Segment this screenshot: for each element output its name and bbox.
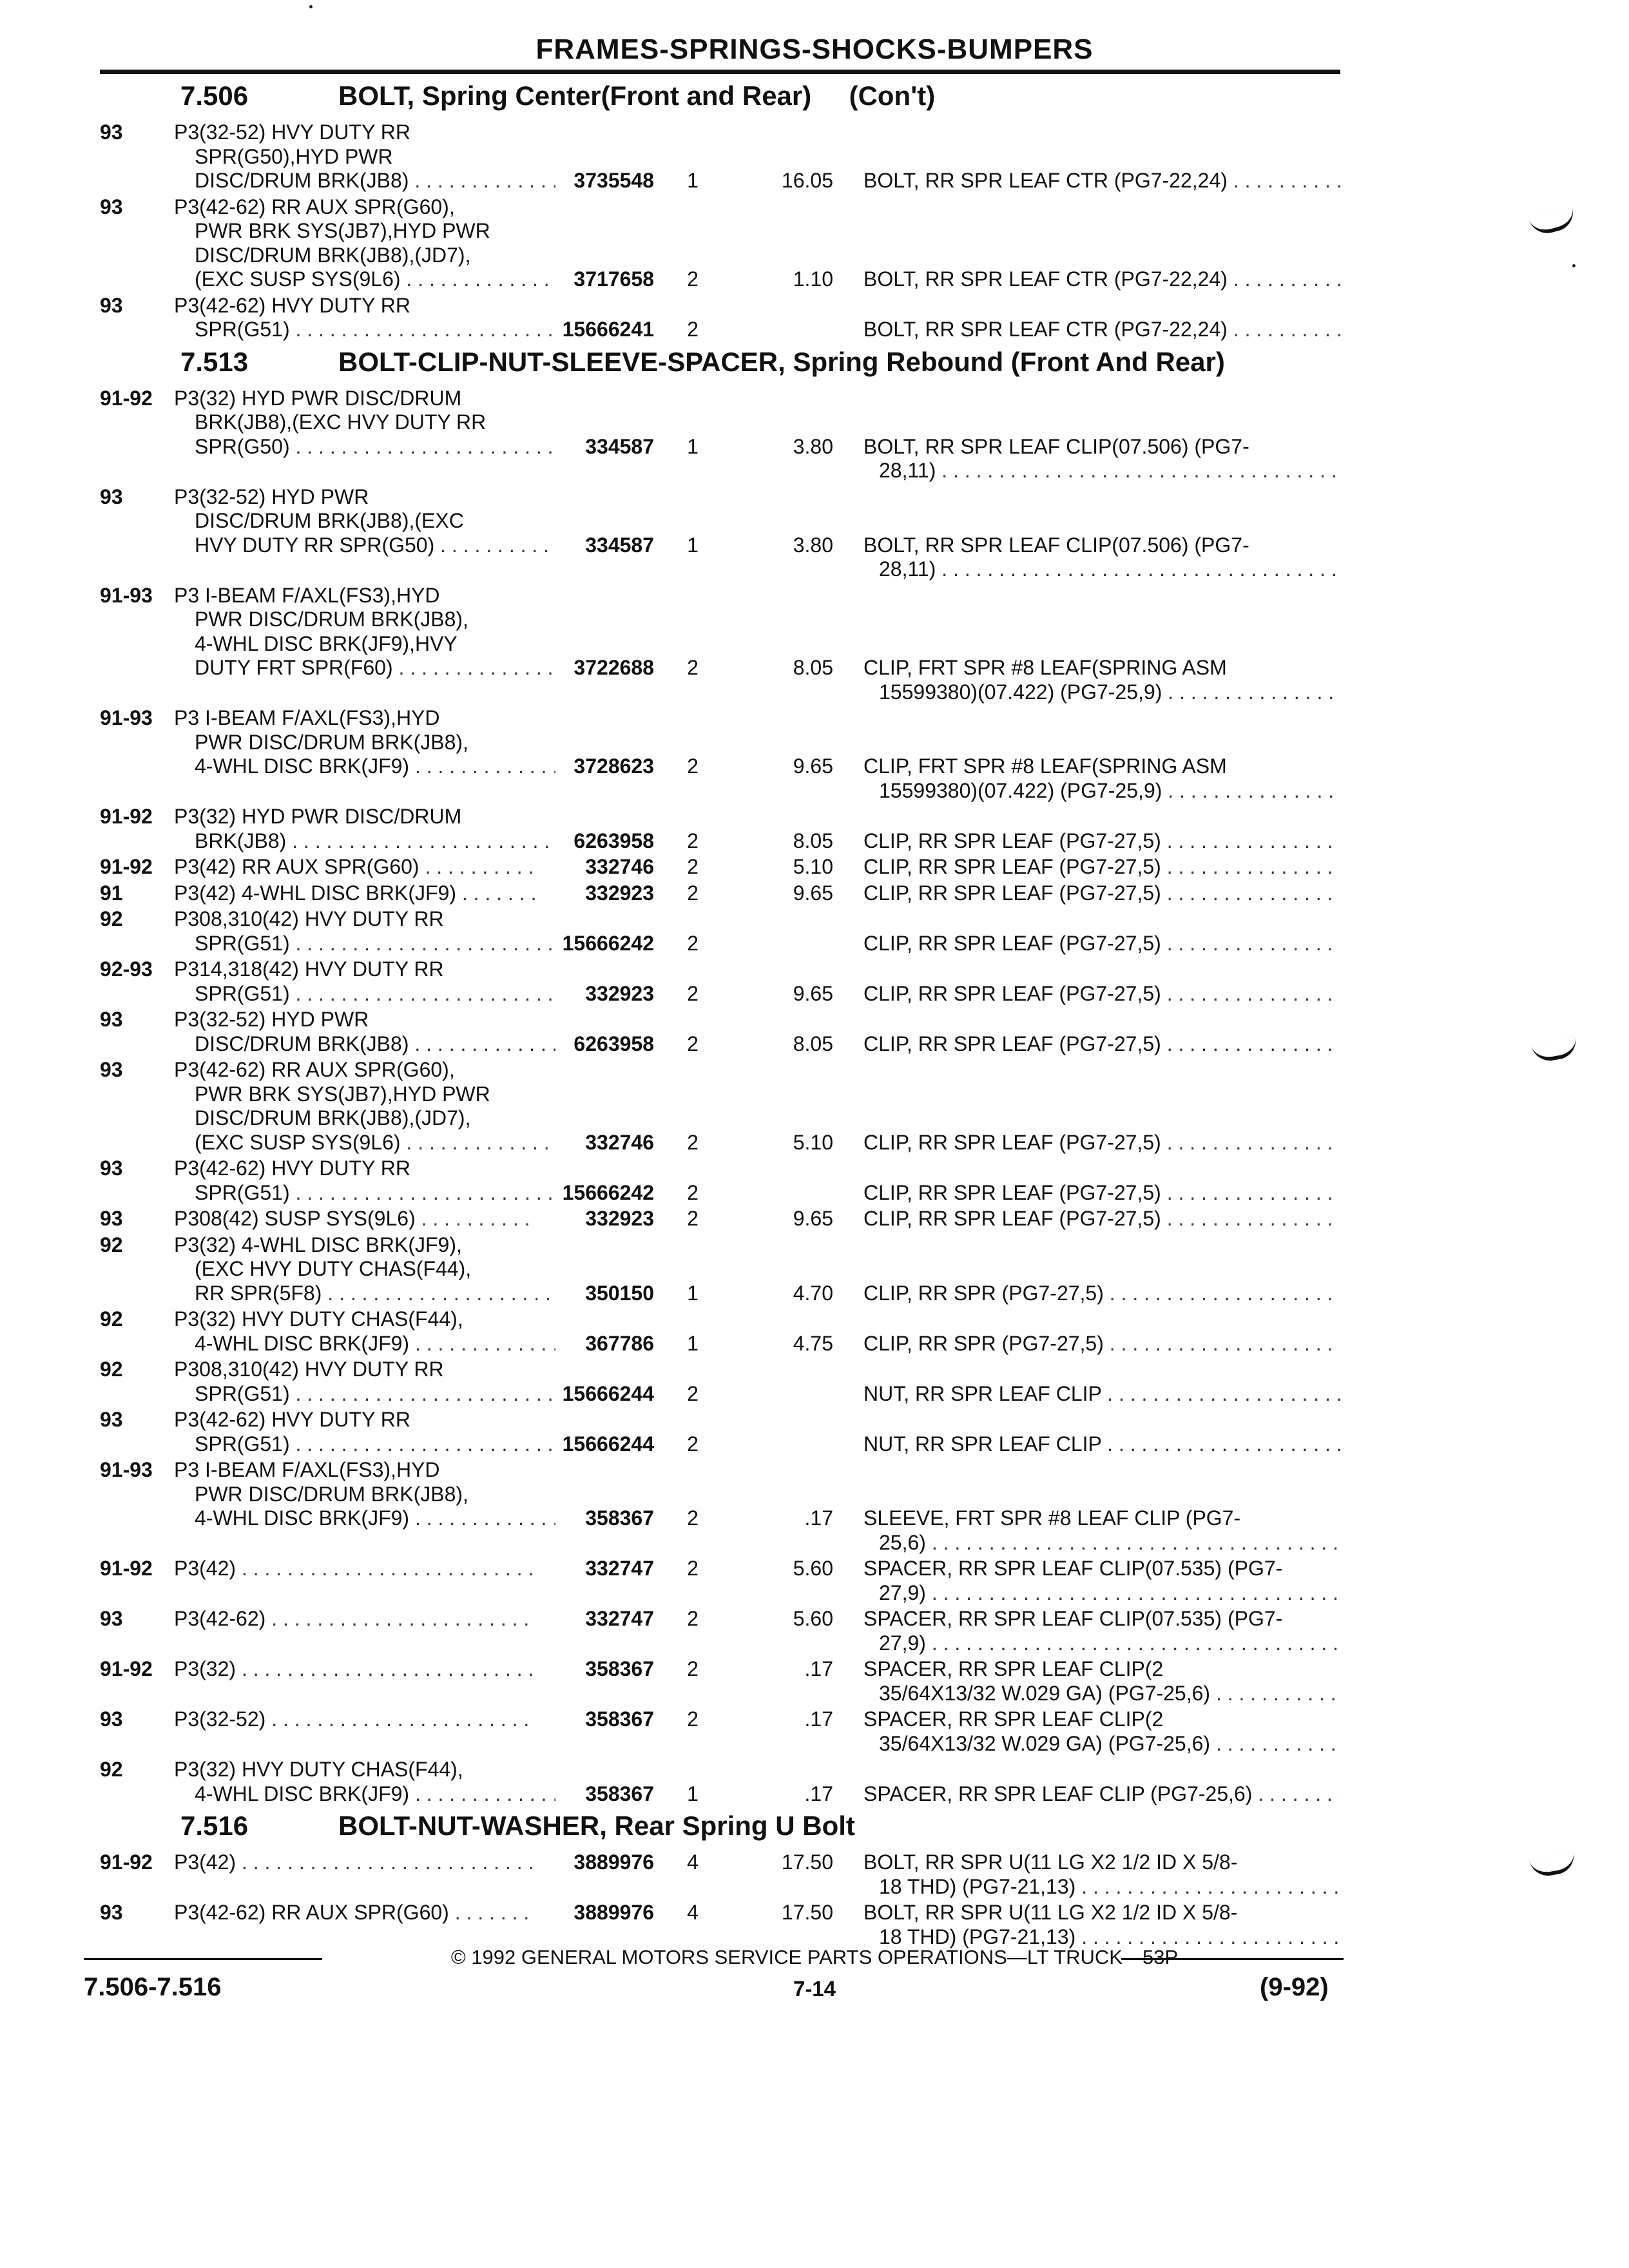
part-name <box>863 1382 1340 1407</box>
part-name <box>863 169 1340 193</box>
description-line: SPR(G51) . . . <box>174 1432 555 1457</box>
quantity: 4 <box>687 1901 699 1924</box>
description-line: DISC/DRUM BRK(JB8) . . . <box>174 169 555 193</box>
model-years: 93 <box>100 1408 123 1431</box>
part-number: 332746 <box>585 855 654 878</box>
model-years: 92 <box>100 1758 123 1781</box>
part-number: 3735548 <box>574 169 654 192</box>
part-name-line: NUT, RR SPR LEAF CLIP . . . <box>863 1432 1340 1457</box>
part-name <box>863 1207 1340 1231</box>
price: .17 <box>804 1782 833 1805</box>
section-number: 7.513 <box>180 346 249 377</box>
part-number: 358367 <box>585 1782 654 1805</box>
section-number: 7.516 <box>180 1811 249 1841</box>
part-number: 358367 <box>585 1506 654 1530</box>
part-name-line: 18 THD) (PG7-21,13) . . . <box>863 1925 1340 1950</box>
description-line: P3(32) 4-WHL DISC BRK(JF9), <box>174 1233 462 1256</box>
part-name <box>863 1506 1340 1555</box>
part-name <box>863 656 1340 704</box>
part-name-line: 27,9) . . . <box>863 1581 1340 1606</box>
description-line: PWR DISC/DRUM BRK(JB8), <box>195 608 468 631</box>
description-line: P3(42-62) HVY DUTY RR <box>174 1408 410 1431</box>
description-line: P3(42-62) RR AUX SPR(G60), <box>174 1058 455 1081</box>
description-line: SPR(G51) . . . <box>174 982 555 1006</box>
part-name-line: BOLT, RR SPR LEAF CTR (PG7-22,24) . . . <box>863 318 1340 342</box>
description-line: P3(42) 4-WHL DISC BRK(JF9) . . . <box>174 881 535 906</box>
model-years: 91-92 <box>100 1557 153 1580</box>
part-name-line: SPACER, RR SPR LEAF CLIP (PG7-25,6) . . . <box>863 1782 1340 1807</box>
quantity: 2 <box>687 1381 699 1405</box>
part-number: 3722688 <box>574 656 654 679</box>
quantity: 2 <box>687 1607 699 1630</box>
part-number: 332747 <box>585 1557 654 1580</box>
part-number: 332923 <box>585 1207 654 1230</box>
description-line: SPR(G50),HYD PWR <box>195 144 393 168</box>
part-name <box>863 1707 1340 1756</box>
price: 9.65 <box>793 1207 833 1230</box>
model-years: 93 <box>100 1607 123 1630</box>
part-number: 3889976 <box>574 1850 654 1874</box>
description-line: P3(42-62) HVY DUTY RR <box>174 1157 410 1180</box>
quantity: 2 <box>687 1707 699 1731</box>
description-line: P3(32) HVY DUTY CHAS(F44), <box>174 1307 463 1331</box>
title-rule <box>100 70 1340 74</box>
description-line: DISC/DRUM BRK(JB8),(EXC <box>195 509 464 532</box>
part-name-line: CLIP, FRT SPR #8 LEAF(SPRING ASM <box>863 754 1227 778</box>
price: 9.65 <box>793 754 833 778</box>
description-line: DISC/DRUM BRK(JB8) . . . <box>174 1032 555 1057</box>
description-line: P3(42) . . . <box>174 1557 535 1581</box>
description-line: 4-WHL DISC BRK(JF9) . . . <box>174 1506 555 1531</box>
description-line: SPR(G51) . . . <box>174 318 555 342</box>
part-name-line: 27,9) . . . <box>863 1631 1340 1656</box>
part-name <box>863 982 1340 1006</box>
description-line: BRK(JB8),(EXC HVY DUTY RR <box>195 410 487 434</box>
footer-section-range: 7.506-7.516 <box>84 1973 222 2001</box>
model-years: 91-93 <box>100 583 153 607</box>
price: .17 <box>804 1657 833 1680</box>
description-line: DISC/DRUM BRK(JB8),(JD7), <box>195 1106 471 1129</box>
model-years: 91-92 <box>100 1850 153 1874</box>
part-name-line: CLIP, RR SPR LEAF (PG7-27,5) . . . <box>863 855 1340 879</box>
description-line: P3 I-BEAM F/AXL(FS3),HYD <box>174 583 440 607</box>
description-line: PWR DISC/DRUM BRK(JB8), <box>195 730 468 754</box>
description-line: 4-WHL DISC BRK(JF9),HVY <box>195 631 458 655</box>
part-name <box>863 1607 1340 1655</box>
description-line: P3(42-62) RR AUX SPR(G60) . . . <box>174 1901 535 1925</box>
price: 3.80 <box>793 533 833 557</box>
section-title: BOLT-CLIP-NUT-SLEEVE-SPACER, Spring Rebound (Front And Rear) <box>338 346 1225 377</box>
part-number: 6263958 <box>574 1032 654 1055</box>
part-name-line: BOLT, RR SPR LEAF CTR (PG7-22,24) . . . <box>863 169 1340 193</box>
description-line: 4-WHL DISC BRK(JF9) . . . <box>174 1332 555 1356</box>
description-line: P3(32) . . . <box>174 1657 535 1682</box>
model-years: 91-92 <box>100 855 153 878</box>
description-line: P3 I-BEAM F/AXL(FS3),HYD <box>174 1458 440 1481</box>
model-years: 91 <box>100 881 123 905</box>
model-years: 93 <box>100 195 123 218</box>
quantity: 2 <box>687 1432 699 1456</box>
part-name <box>863 318 1340 342</box>
part-number: 6263958 <box>574 829 654 852</box>
part-name <box>863 855 1340 879</box>
page-title: FRAMES-SPRINGS-SHOCKS-BUMPERS <box>535 34 1094 65</box>
part-name-line: CLIP, RR SPR (PG7-27,5) . . . <box>863 1282 1340 1306</box>
price: 1.10 <box>793 267 833 291</box>
description-line: P3(32) HYD PWR DISC/DRUM <box>174 386 462 410</box>
margin-mark <box>1528 207 1577 237</box>
quantity: 2 <box>687 1180 699 1204</box>
description-line: SPR(G51) . . . <box>174 932 555 956</box>
part-name <box>863 1901 1340 1949</box>
part-name-line: SPACER, RR SPR LEAF CLIP(07.535) (PG7- <box>863 1607 1283 1630</box>
model-years: 92-93 <box>100 957 153 981</box>
quantity: 2 <box>687 855 699 878</box>
part-number: 3717658 <box>574 267 654 291</box>
part-name-line: 35/64X13/32 W.029 GA) (PG7-25,6) . . . <box>863 1732 1340 1756</box>
part-number: 15666241 <box>562 318 654 341</box>
description-line: 4-WHL DISC BRK(JF9) . . . <box>174 754 555 779</box>
description-line: P3(42) . . . <box>174 1850 535 1875</box>
part-number: 15666244 <box>562 1381 654 1405</box>
margin-mark <box>1531 1037 1579 1064</box>
part-number: 358367 <box>585 1707 654 1731</box>
price: 4.75 <box>793 1331 833 1355</box>
model-years: 93 <box>100 1707 123 1731</box>
model-years: 93 <box>100 1157 123 1180</box>
model-years: 91-92 <box>100 1657 153 1680</box>
description-line: P3(32) HVY DUTY CHAS(F44), <box>174 1758 463 1781</box>
part-name-line: BOLT, RR SPR U(11 LG X2 1/2 ID X 5/8- <box>863 1901 1238 1924</box>
part-number: 358367 <box>585 1657 654 1680</box>
description-line: SPR(G50) . . . <box>174 435 555 459</box>
part-name-line: CLIP, RR SPR LEAF (PG7-27,5) . . . <box>863 881 1340 906</box>
part-name-line: BOLT, RR SPR U(11 LG X2 1/2 ID X 5/8- <box>863 1850 1238 1874</box>
model-years: 91-93 <box>100 1458 153 1481</box>
part-name-line: 35/64X13/32 W.029 GA) (PG7-25,6) . . . <box>863 1682 1340 1706</box>
part-name-line: 15599380)(07.422) (PG7-25,9) . . . <box>863 680 1340 705</box>
part-name-line: 25,6) . . . <box>863 1531 1340 1555</box>
description-line: P3(32) HYD PWR DISC/DRUM <box>174 805 462 828</box>
part-number: 332746 <box>585 1130 654 1154</box>
part-name <box>863 1181 1340 1206</box>
description-line: P3(32-52) . . . <box>174 1707 535 1732</box>
part-name <box>863 829 1340 854</box>
section-number: 7.506 <box>180 81 249 111</box>
part-name <box>863 1850 1340 1899</box>
part-name <box>863 435 1340 483</box>
part-name <box>863 1131 1340 1155</box>
part-number: 15666242 <box>562 1180 654 1204</box>
description-line: P3(42-62) HVY DUTY RR <box>174 293 410 317</box>
part-name-line: SLEEVE, FRT SPR #8 LEAF CLIP (PG7- <box>863 1506 1241 1530</box>
model-years: 92 <box>100 1358 123 1381</box>
part-name-line: CLIP, RR SPR LEAF (PG7-27,5) . . . <box>863 932 1340 956</box>
description-line: SPR(G51) . . . <box>174 1181 555 1206</box>
price: 8.05 <box>793 829 833 852</box>
part-name <box>863 881 1340 906</box>
model-years: 93 <box>100 1901 123 1924</box>
part-number: 3728623 <box>574 754 654 778</box>
model-years: 93 <box>100 293 123 317</box>
description-line: P3 I-BEAM F/AXL(FS3),HYD <box>174 706 440 729</box>
price: 3.80 <box>793 434 833 458</box>
part-name <box>863 1782 1340 1807</box>
description-line: P3(32-52) HYD PWR <box>174 1008 369 1031</box>
part-name-line: CLIP, RR SPR LEAF (PG7-27,5) . . . <box>863 1032 1340 1057</box>
part-name-line: 28,11) . . . <box>863 459 1340 483</box>
model-years: 92 <box>100 1233 123 1256</box>
speck <box>309 5 313 8</box>
model-years: 93 <box>100 1207 123 1230</box>
quantity: 2 <box>687 656 699 679</box>
model-years: 91-92 <box>100 805 153 828</box>
part-name-line: CLIP, RR SPR (PG7-27,5) . . . <box>863 1332 1340 1356</box>
quantity: 2 <box>687 1506 699 1530</box>
section-title: BOLT-NUT-WASHER, Rear Spring U Bolt <box>338 1811 855 1841</box>
description-line: PWR BRK SYS(JB7),HYD PWR <box>195 219 490 242</box>
price: 17.50 <box>781 1850 833 1874</box>
part-name <box>863 1657 1340 1706</box>
part-number: 3889976 <box>574 1901 654 1924</box>
price: 8.05 <box>793 656 833 679</box>
footer-copyright: © 1992 GENERAL MOTORS SERVICE PARTS OPERATIONS—LT TRUCK—53P <box>450 1946 1179 1968</box>
margin-mark <box>1529 1852 1577 1879</box>
quantity: 2 <box>687 1032 699 1055</box>
price: 5.60 <box>793 1607 833 1630</box>
part-number: 332747 <box>585 1607 654 1630</box>
description-line: P314,318(42) HVY DUTY RR <box>174 957 444 981</box>
part-number: 334587 <box>585 533 654 557</box>
description-line: (EXC HVY DUTY CHAS(F44), <box>195 1257 472 1280</box>
part-name <box>863 1432 1340 1457</box>
model-years: 93 <box>100 485 123 508</box>
part-name <box>863 1282 1340 1306</box>
price: 5.10 <box>793 1130 833 1154</box>
price: 4.70 <box>793 1281 833 1305</box>
part-name-line: CLIP, RR SPR LEAF (PG7-27,5) . . . <box>863 982 1340 1006</box>
part-number: 15666244 <box>562 1432 654 1456</box>
description-line: P308(42) SUSP SYS(9L6) . . . <box>174 1207 535 1231</box>
quantity: 2 <box>687 1557 699 1580</box>
part-number: 332923 <box>585 881 654 905</box>
description-line: P3(42) RR AUX SPR(G60) . . . <box>174 855 535 879</box>
price: 5.10 <box>793 855 833 878</box>
description-line: 4-WHL DISC BRK(JF9) . . . <box>174 1782 555 1807</box>
description-line: DUTY FRT SPR(F60) . . . <box>174 656 555 680</box>
description-line: SPR(G51) . . . <box>174 1382 555 1407</box>
part-name-line: CLIP, FRT SPR #8 LEAF(SPRING ASM <box>863 656 1227 679</box>
part-name-line: CLIP, RR SPR LEAF (PG7-27,5) . . . <box>863 829 1340 854</box>
description-line: BRK(JB8) . . . <box>174 829 555 854</box>
part-name-line: NUT, RR SPR LEAF CLIP . . . <box>863 1382 1340 1407</box>
price: 17.50 <box>781 1901 833 1924</box>
part-name-line: 18 THD) (PG7-21,13) . . . <box>863 1875 1340 1899</box>
quantity: 2 <box>687 754 699 778</box>
part-name-line: CLIP, RR SPR LEAF (PG7-27,5) . . . <box>863 1181 1340 1206</box>
part-number: 332923 <box>585 981 654 1005</box>
part-name-line: SPACER, RR SPR LEAF CLIP(2 <box>863 1657 1164 1680</box>
quantity: 2 <box>687 981 699 1005</box>
model-years: 93 <box>100 1008 123 1031</box>
price: 9.65 <box>793 981 833 1005</box>
price: .17 <box>804 1707 833 1731</box>
quantity: 2 <box>687 931 699 955</box>
model-years: 91-92 <box>100 386 153 410</box>
model-years: 92 <box>100 907 123 930</box>
description-line: P3(42-62) . . . <box>174 1607 535 1631</box>
speck <box>1572 264 1576 267</box>
part-name-line: SPACER, RR SPR LEAF CLIP(07.535) (PG7- <box>863 1557 1283 1580</box>
price: 16.05 <box>781 169 833 192</box>
quantity: 1 <box>687 1331 699 1355</box>
part-number: 334587 <box>585 434 654 458</box>
footer-date-code: (9-92) <box>1260 1973 1329 2001</box>
quantity: 2 <box>687 318 699 341</box>
description-line: P3(32-52) HVY DUTY RR <box>174 120 410 144</box>
quantity: 1 <box>687 169 699 192</box>
description-line: HVY DUTY RR SPR(G50) . . . <box>174 533 555 558</box>
part-name-line: BOLT, RR SPR LEAF CLIP(07.506) (PG7- <box>863 533 1249 557</box>
quantity: 2 <box>687 881 699 905</box>
quantity: 1 <box>687 1782 699 1805</box>
description-line: PWR BRK SYS(JB7),HYD PWR <box>195 1082 490 1106</box>
price: 5.60 <box>793 1557 833 1580</box>
price: 8.05 <box>793 1032 833 1055</box>
part-name <box>863 932 1340 956</box>
quantity: 4 <box>687 1850 699 1874</box>
model-years: 91-93 <box>100 706 153 729</box>
part-name-line: 28,11) . . . <box>863 557 1340 582</box>
quantity: 2 <box>687 1207 699 1230</box>
quantity: 1 <box>687 533 699 557</box>
quantity: 2 <box>687 1657 699 1680</box>
part-name <box>863 533 1340 582</box>
description-line: PWR DISC/DRUM BRK(JB8), <box>195 1482 468 1506</box>
part-name-line: BOLT, RR SPR LEAF CTR (PG7-22,24) . . . <box>863 267 1340 292</box>
section-title: BOLT, Spring Center(Front and Rear) (Con't) <box>338 81 936 111</box>
quantity: 2 <box>687 829 699 852</box>
part-name <box>863 267 1340 292</box>
quantity: 2 <box>687 267 699 291</box>
description-line: (EXC SUSP SYS(9L6) . . . <box>174 1131 555 1155</box>
description-line: P308,310(42) HVY DUTY RR <box>174 1358 444 1381</box>
part-name <box>863 1557 1340 1605</box>
model-years: 93 <box>100 120 123 144</box>
part-number: 367786 <box>585 1331 654 1355</box>
part-name-line: 15599380)(07.422) (PG7-25,9) . . . <box>863 779 1340 803</box>
quantity: 1 <box>687 434 699 458</box>
description-line: RR SPR(5F8) . . . <box>174 1282 555 1306</box>
part-name-line: SPACER, RR SPR LEAF CLIP(2 <box>863 1707 1164 1731</box>
quantity: 2 <box>687 1130 699 1154</box>
part-number: 15666242 <box>562 931 654 955</box>
footer-page-number: 7-14 <box>793 1977 836 2001</box>
model-years: 92 <box>100 1307 123 1331</box>
part-name-line: CLIP, RR SPR LEAF (PG7-27,5) . . . <box>863 1207 1340 1231</box>
part-name <box>863 1332 1340 1356</box>
description-line: P3(42-62) RR AUX SPR(G60), <box>174 195 455 218</box>
description-line: (EXC SUSP SYS(9L6) . . . <box>174 267 555 292</box>
description-line: DISC/DRUM BRK(JB8),(JD7), <box>195 243 471 267</box>
model-years: 93 <box>100 1058 123 1081</box>
part-number: 350150 <box>585 1281 654 1305</box>
price: 9.65 <box>793 881 833 905</box>
part-name-line: CLIP, RR SPR LEAF (PG7-27,5) . . . <box>863 1131 1340 1155</box>
part-name <box>863 1032 1340 1057</box>
description-line: P3(32-52) HYD PWR <box>174 485 369 508</box>
part-name <box>863 754 1340 803</box>
part-name-line: BOLT, RR SPR LEAF CLIP(07.506) (PG7- <box>863 434 1249 458</box>
description-line: P308,310(42) HVY DUTY RR <box>174 907 444 930</box>
quantity: 1 <box>687 1281 699 1305</box>
price: .17 <box>804 1506 833 1530</box>
